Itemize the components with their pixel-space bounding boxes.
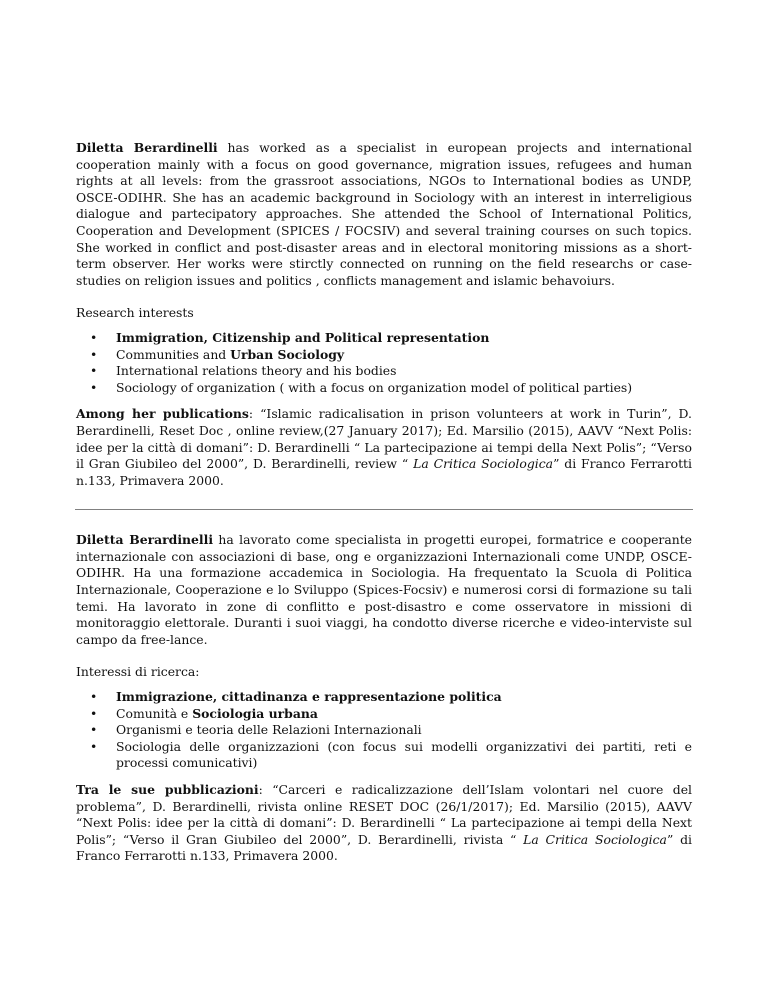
bio-text: has worked as a specialist in european projects and international cooperation mainly with a focus on good governance, migration issues, refugees and human rights at all levels: from the grassroot associations, NGOs to International bodies as UNDP, OSCE-ODIHR. She has an academic background in Sociology with an interest in interreligious dialogue and partecipatory approaches. She attended the School of International Politics, Cooperation and Development (SPICES / FOCSIV) and several training courses on such topics. She worked in conflict and post-disaster areas and in electoral monitoring missions as a short-term observer. Her works were stirctly connected on running on the field researchs or case-studies on religion issues and politics , conflicts management and islamic behavoiurs. [76,140,693,288]
bio-text: ha lavorato come specialista in progetti europei, formatrice e cooperante internazionale con associazioni di base, ong e organizzazioni Internazionali come UNDP, OSCE-ODIHR. Ha una formazione accademica in Sociologia. Ha frequentato la Scuola di Politica Internazionale, Cooperazione e lo Sviluppo (Spices-Focsiv) e numerosi corsi di formazione su tali temi. Ha lavorato in zone di conflitto e post-disastro e come osservatore in missioni di monitoraggio elettorale. Duranti i suoi viaggi, ha condotto diverse ricerche e video-interviste sul campo da free-lance. [76,532,693,647]
english-section [76,140,692,489]
list-item: • Organismi e teoria delle Relazioni Internazionali [90,722,422,738]
italian-section [76,532,692,865]
bio-name: Diletta Berardinelli [76,140,218,155]
research-interests-list [76,689,692,772]
list-item: • Immigration, Citizenship and Political representation [90,329,490,345]
list-item: • International relations theory and his bodies [90,363,397,379]
english-bio [76,140,692,289]
italian-bio [76,532,692,648]
list-item: • Sociology of organization ( with a focus on organization model of political parties) [90,379,633,395]
research-interests-heading: Interessi di ricerca: [76,664,200,680]
section-divider [75,509,693,510]
publications-label: Among her publications [76,406,249,422]
list-item: • Sociologia delle organizzazioni (con focus sui modelli organizzativi dei partiti, reti e processi comunicativi) [90,738,692,771]
list-item: • Immigrazione, cittadinanza e rappresentazione politica [90,689,502,705]
bio-name: Diletta Berardinelli [76,532,214,548]
research-interests-heading: Research interests [76,305,194,321]
bullet-icon: • [90,722,98,738]
list-item: • Communities and Urban Sociology [90,346,345,362]
bullet-icon: • [90,346,98,362]
italian-publications: Tra le sue pubblicazioni: “Carceri e radicalizzazione dell’Islam volontari nel cuore del problema”, D. Berardinelli, rivista online RESET DOC (26/1/2017); Ed. Marsilio (2015), AAVV “Next Polis: idee per la città di domani”: D. Berardinelli “ La partecipazione ai tempi della Next Polis”; “Verso il Gran Giubileo del 2000”, D. Berardinelli, rivista “ La Critica Sociologica” di Franco Ferrarotti n.133, Primavera 2000. [76,782,693,864]
bullet-icon: • [90,689,98,705]
research-interests-list [76,330,692,396]
bullet-icon: • [90,363,98,379]
document-page [76,140,692,865]
bullet-icon: • [90,379,98,395]
english-publications: Among her publications: “Islamic radicalisation in prison volunteers at work in Turin”, D. Berardinelli, Reset Doc , online review,(27 January 2017); Ed. Marsilio (2015), AAVV “Next Polis: idee per la città di domani”: D. Berardinelli “ La partecipazione ai tempi della Next Polis”; “Verso il Gran Giubileo del 2000”, D. Berardinelli, review “ La Critica Sociologica” di Franco Ferrarotti n.133, Primavera 2000. [76,406,692,488]
bullet-icon: • [90,705,98,721]
bullet-icon: • [90,329,98,345]
list-item: • Comunità e Sociologia urbana [90,705,318,721]
bullet-icon: • [90,738,98,754]
publications-label: Tra le sue pubblicazioni [76,782,259,797]
